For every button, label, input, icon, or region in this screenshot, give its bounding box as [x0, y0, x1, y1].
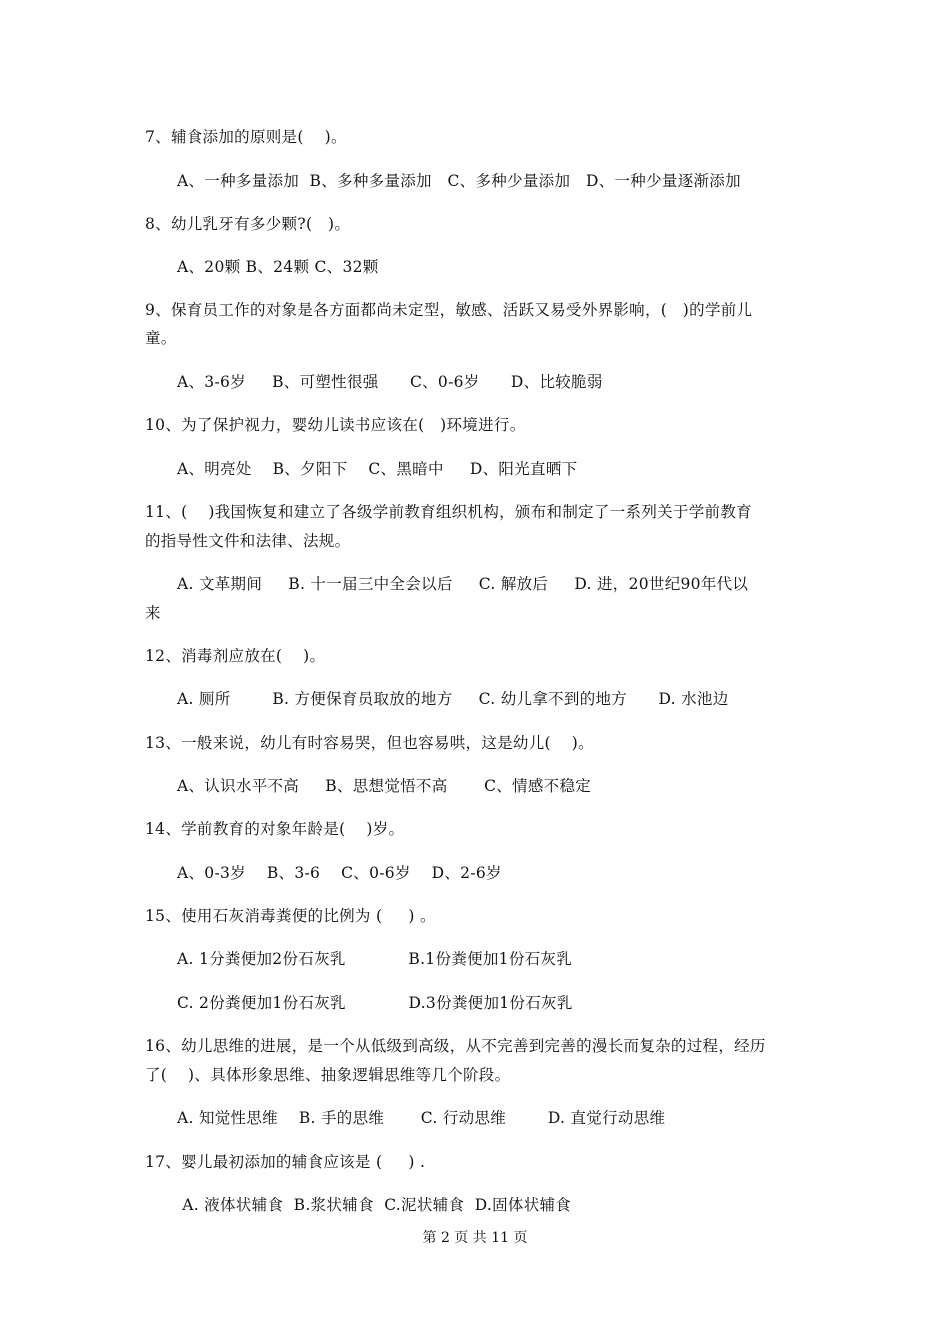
- question-15-options-row-2: C. 2份粪便加1份石灰乳 D.3份粪便加1份石灰乳: [177, 994, 573, 1012]
- question-11-options: A. 文革期间 B. 十一届三中全会以后 C. 解放后 D. 进，20世纪90年代以: [177, 575, 749, 593]
- question-17-stem: 17、婴儿最初添加的辅食应该是 ( ) .: [145, 1153, 426, 1171]
- question-11-stem-cont: 的指导性文件和法律、法规。: [145, 532, 351, 550]
- question-16-stem-cont: 了( )、具体形象思维、抽象逻辑思维等几个阶段。: [145, 1066, 511, 1084]
- question-13-stem: 13、一般来说，幼儿有时容易哭，但也容易哄，这是幼儿( )。: [145, 734, 594, 752]
- question-7-options: A、一种多量添加 B、多种多量添加 C、多种少量添加 D、一种少量逐渐添加: [177, 172, 741, 190]
- question-10-options: A、明亮处 B、夕阳下 C、黑暗中 D、阳光直晒下: [177, 460, 578, 478]
- question-8-stem: 8、幼儿乳牙有多少颗?( )。: [145, 215, 351, 233]
- question-9-stem-cont: 童。: [145, 329, 177, 347]
- page-number-footer: 第 2 页 共 11 页: [422, 1230, 528, 1246]
- question-12-stem: 12、消毒剂应放在( )。: [145, 647, 326, 665]
- question-7-stem: 7、辅食添加的原则是( )。: [145, 128, 347, 146]
- question-8-options: A、20颗 B、24颗 C、32颗: [177, 258, 379, 276]
- question-14-stem: 14、学前教育的对象年龄是( )岁。: [145, 820, 405, 838]
- question-14-options: A、0-3岁 B、3-6 C、0-6岁 D、2-6岁: [177, 864, 502, 882]
- question-17-options: A. 液体状辅食 B.浆状辅食 C.泥状辅食 D.固体状辅食: [177, 1196, 572, 1214]
- question-9-options: A、3-6岁 B、可塑性很强 C、0-6岁 D、比较脆弱: [177, 373, 603, 391]
- question-13-options: A、认识水平不高 B、思想觉悟不高 C、情感不稳定: [177, 777, 592, 795]
- question-11-options-cont: 来: [145, 604, 161, 622]
- question-12-options: A. 厕所 B. 方便保育员取放的地方 C. 幼儿拿不到的地方 D. 水池边: [177, 690, 729, 708]
- question-9-stem: 9、保育员工作的对象是各方面都尚未定型，敏感、活跃又易受外界影响，( )的学前儿: [145, 301, 753, 319]
- question-11-stem: 11、( )我国恢复和建立了各级学前教育组织机构，颁布和制定了一系列关于学前教育: [145, 503, 752, 521]
- question-10-stem: 10、为了保护视力，婴幼儿读书应该在( )环境进行。: [145, 416, 526, 434]
- question-16-options: A. 知觉性思维 B. 手的思维 C. 行动思维 D. 直觉行动思维: [177, 1109, 666, 1127]
- question-15-options-row-1: A. 1分粪便加2份石灰乳 B.1份粪便加1份石灰乳: [177, 950, 573, 968]
- question-16-stem: 16、幼儿思维的进展，是一个从低级到高级，从不完善到完善的漫长而复杂的过程，经历: [145, 1037, 766, 1055]
- question-15-stem: 15、使用石灰消毒粪便的比例为 ( ) 。: [145, 907, 436, 925]
